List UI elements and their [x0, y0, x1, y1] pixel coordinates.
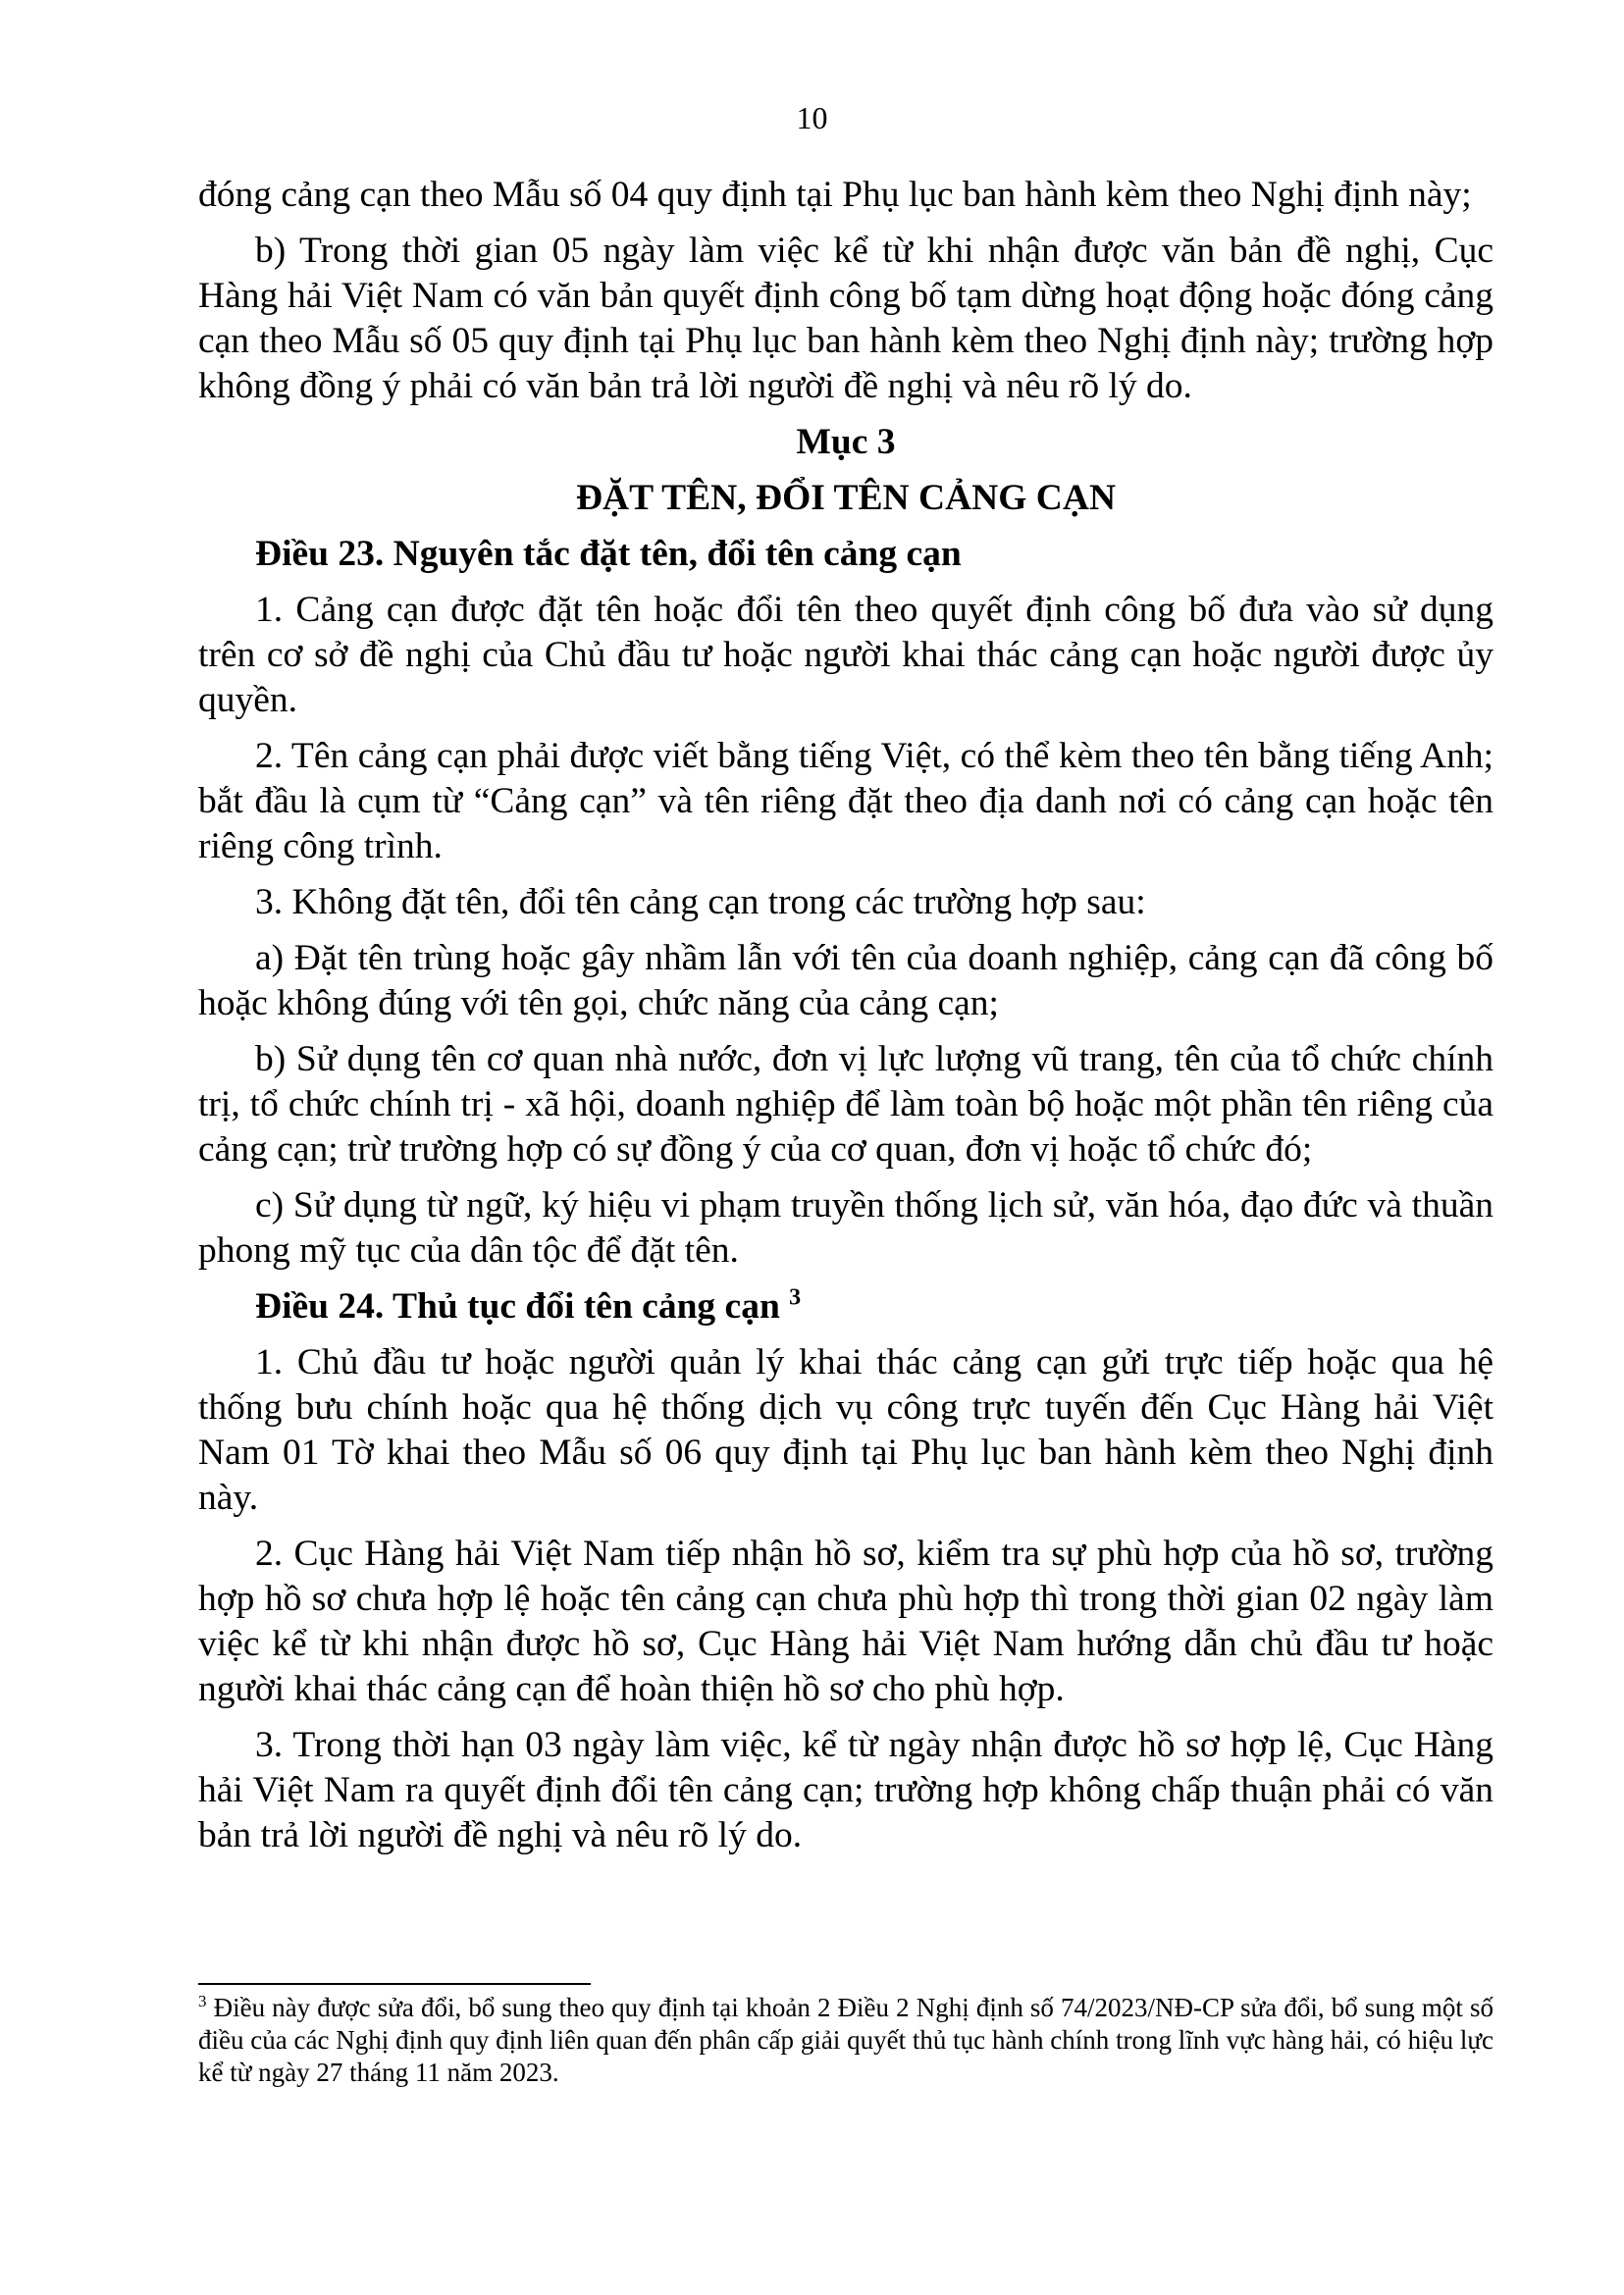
footnote	[198, 1992, 1493, 2089]
article-24-clause-1: 1. Chủ đầu tư hoặc người quản lý khai thác cảng cạn gửi trực tiếp hoặc qua hệ thống bưu chính hoặc qua hệ thống dịch vụ công trực tuyến đến Cục Hàng hải Việt Nam 01 Tờ khai theo Mẫu số 06 quy định tại Phụ lục ban hành kèm theo Nghị định này.	[198, 1342, 1493, 1518]
article-23-point-b: b) Sử dụng tên cơ quan nhà nước, đơn vị lực lượng vũ trang, tên của tổ chức chính trị, tổ chức chính trị - xã hội, doanh nghiệp để làm toàn bộ hoặc một phần tên riêng của cảng cạn; trừ trường hợp có sự đồng ý của cơ quan, đơn vị hoặc tổ chức đó;	[198, 1039, 1493, 1170]
footnote-separator	[198, 1983, 591, 1985]
article-24-heading	[198, 1284, 1493, 1330]
section-number: Mục 3	[796, 422, 896, 462]
paragraph-continuation: đóng cảng cạn theo Mẫu số 04 quy định tại Phụ lục ban hành kèm theo Nghị định này;	[198, 175, 1472, 215]
article-24-clause-2: 2. Cục Hàng hải Việt Nam tiếp nhận hồ sơ, kiểm tra sự phù hợp của hồ sơ, trường hợp hồ sơ chưa hợp lệ hoặc tên cảng cạn chưa phù hợp thì trong thời gian 02 ngày làm việc kể từ khi nhận được hồ sơ, Cục Hàng hải Việt Nam hướng dẫn chủ đầu tư hoặc người khai thác cảng cạn để hoàn thiện hồ sơ cho phù hợp.	[198, 1534, 1493, 1709]
article-23-clause-1: 1. Cảng cạn được đặt tên hoặc đổi tên theo quyết định công bố đưa vào sử dụng trên cơ sở đề nghị của Chủ đầu tư hoặc người khai thác cảng cạn hoặc người được ủy quyền.	[198, 590, 1493, 720]
article-24-clause-3: 3. Trong thời hạn 03 ngày làm việc, kể từ ngày nhận được hồ sơ hợp lệ, Cục Hàng hải Việt Nam ra quyết định đổi tên cảng cạn; trường hợp không chấp thuận phải có văn bản trả lời người đề nghị và nêu rõ lý do.	[198, 1725, 1493, 1855]
article-23-clause-3: 3. Không đặt tên, đổi tên cảng cạn trong các trường hợp sau:	[255, 882, 1146, 922]
article-23-point-c: c) Sử dụng từ ngữ, ký hiệu vi phạm truyền thống lịch sử, văn hóa, đạo đức và thuần phong mỹ tục của dân tộc để đặt tên.	[198, 1185, 1493, 1271]
footnote-mark: 3	[198, 1992, 207, 2010]
article-23-heading: Điều 23. Nguyên tắc đặt tên, đổi tên cảng cạn	[255, 534, 962, 574]
article-23-clause-2: 2. Tên cảng cạn phải được viết bằng tiếng Việt, có thể kèm theo tên bằng tiếng Anh; bắt đầu là cụm từ “Cảng cạn” và tên riêng đặt theo địa danh nơi có cảng cạn hoặc tên riêng công trình.	[198, 736, 1493, 866]
page-number: 10	[796, 100, 828, 135]
footnote-reference[interactable]: 3	[789, 1284, 802, 1311]
article-23-point-a: a) Đặt tên trùng hoặc gây nhầm lẫn với tên của doanh nghiệp, cảng cạn đã công bố hoặc không đúng với tên gọi, chức năng của cảng cạn;	[198, 938, 1493, 1023]
document-body	[198, 173, 1493, 1869]
footnote-text: Điều này được sửa đổi, bổ sung theo quy định tại khoản 2 Điều 2 Nghị định số 74/2023/NĐ-CP sửa đổi, bổ sung một số điều của các Nghị định quy định liên quan đến phân cấp giải quyết thủ tục hành chính trong lĩnh vực hàng hải, có hiệu lực kể từ ngày 27 tháng 11 năm 2023.	[198, 1993, 1493, 2087]
paragraph-item-b: b) Trong thời gian 05 ngày làm việc kể từ khi nhận được văn bản đề nghị, Cục Hàng hải Việt Nam có văn bản quyết định công bố tạm dừng hoạt động hoặc đóng cảng cạn theo Mẫu số 05 quy định tại Phụ lục ban hành kèm theo Nghị định này; trường hợp không đồng ý phải có văn bản trả lời người đề nghị và nêu rõ lý do.	[198, 231, 1493, 406]
article-24-heading-text: Điều 24. Thủ tục đổi tên cảng cạn	[255, 1286, 780, 1327]
section-title: ĐẶT TÊN, ĐỔI TÊN CẢNG CẠN	[575, 478, 1117, 518]
